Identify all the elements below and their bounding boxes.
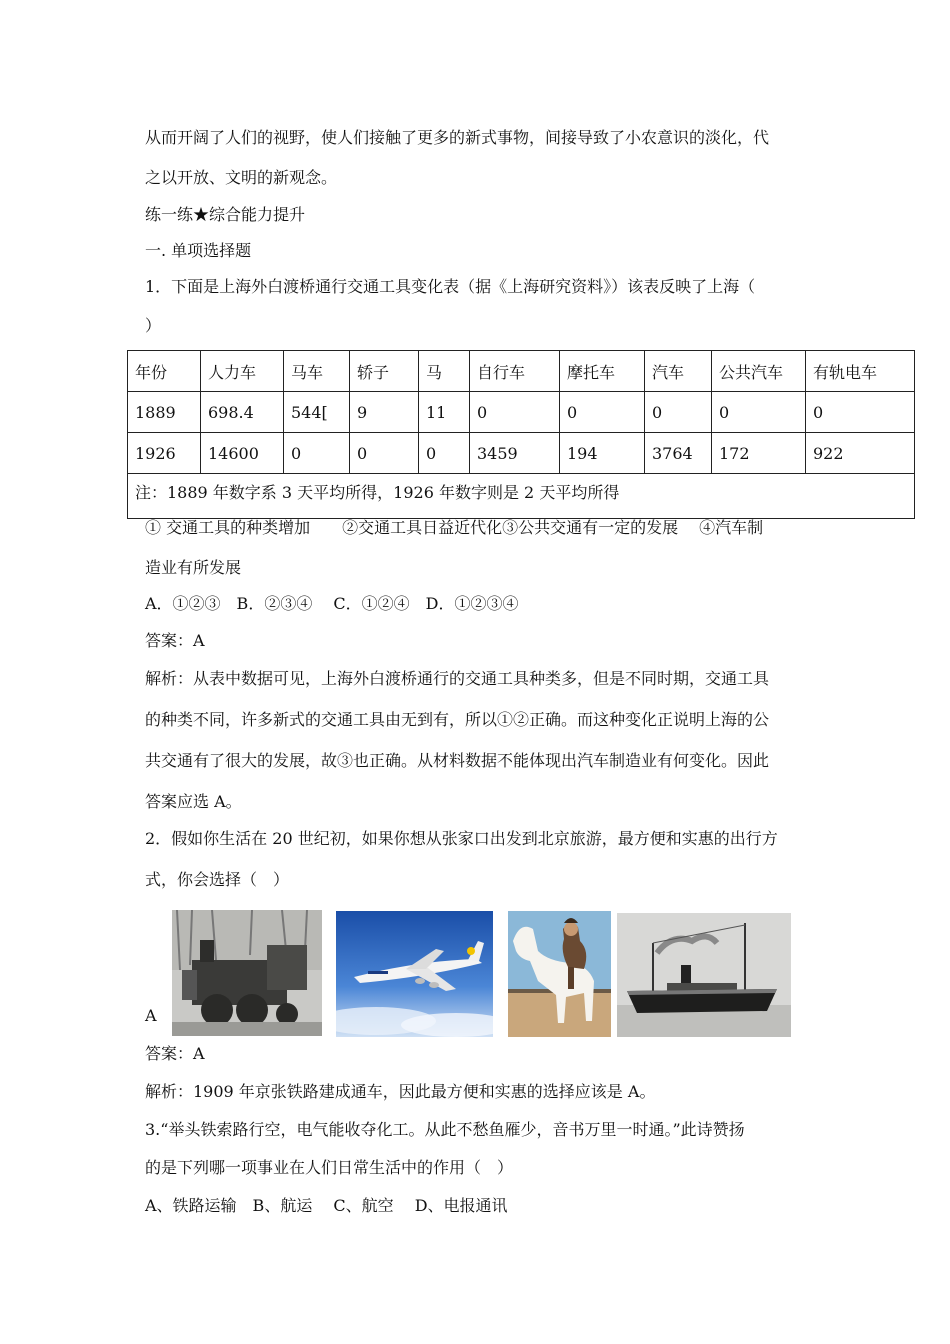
q2-answer: 答案：A (145, 1044, 205, 1063)
q2-analysis: 解析：1909 年京张铁路建成通车，因此最方便和实惠的选择应该是 A。 (145, 1082, 656, 1101)
table-cell: 0 (419, 433, 470, 474)
locomotive-image (172, 910, 322, 1036)
q1-choices: A．①②③ B．②③④ C．①②④ D．①②③④ (145, 594, 519, 613)
table-cell: 544[ (284, 392, 350, 433)
table-cell: 0 (560, 392, 645, 433)
header-cell: 公共汽车 (712, 351, 806, 392)
q2-option-label: A (145, 1006, 157, 1025)
table-cell: 0 (806, 392, 915, 433)
airplane-image (336, 911, 493, 1037)
q3-choices: A、铁路运输 B、航运 C、航空 D、电报通讯 (145, 1196, 508, 1215)
header-cell: 人力车 (201, 351, 284, 392)
q1-options-line-1: ① 交通工具的种类增加 ②交通工具日益近代化③公共交通有一定的发展 ④汽车制 (145, 518, 764, 537)
q2-stem-line-2: 式，你会选择（ ） (145, 870, 290, 889)
table-cell: 1889 (128, 392, 201, 433)
table-cell: 0 (470, 392, 560, 433)
q1-stem-line-1: 1．下面是上海外白渡桥通行交通工具变化表（据《上海研究资料》）该表反映了上海（ (145, 277, 756, 296)
section-title: 练一练★综合能力提升 (145, 205, 306, 224)
table-header-row (128, 351, 915, 392)
intro-line-2: 之以开放、文明的新观念。 (145, 168, 338, 187)
q1-answer: 答案：A (145, 631, 205, 650)
q1-analysis-line-4: 答案应选 A。 (145, 792, 242, 811)
table-cell: 0 (284, 433, 350, 474)
q1-stem-line-2: ） (145, 316, 162, 335)
table-cell: 0 (350, 433, 419, 474)
header-cell: 马 (419, 351, 470, 392)
table-cell: 3764 (645, 433, 712, 474)
header-cell: 马车 (284, 351, 350, 392)
q1-options-line-2: 造业有所发展 (145, 558, 242, 577)
header-cell: 摩托车 (560, 351, 645, 392)
table-cell: 0 (645, 392, 712, 433)
header-cell: 年份 (128, 351, 201, 392)
q1-analysis-line-2: 的种类不同，许多新式的交通工具由无到有，所以①②正确。而这种变化正说明上海的公 (145, 710, 770, 729)
table-cell: 172 (712, 433, 806, 474)
traffic-table (127, 350, 915, 519)
intro-line-1: 从而开阔了人们的视野，使人们接触了更多的新式事物，间接导致了小农意识的淡化，代 (145, 128, 770, 147)
table-cell: 1926 (128, 433, 201, 474)
q3-stem-line-2: 的是下列哪一项事业在人们日常生活中的作用（ ） (145, 1158, 514, 1177)
table-cell: 0 (712, 392, 806, 433)
table-note: 注：1889 年数字系 3 天平均所得，1926 年数字则是 2 天平均所得 (128, 474, 915, 519)
table-cell: 11 (419, 392, 470, 433)
q3-stem-line-1: 3.“举头铁索路行空，电气能收夺化工。从此不愁鱼雁少，音书万里一时通。”此诗赞扬 (145, 1120, 745, 1139)
table-cell: 698.4 (201, 392, 284, 433)
table-cell: 3459 (470, 433, 560, 474)
horse-rider-image (508, 911, 611, 1037)
table-cell: 194 (560, 433, 645, 474)
table-row (128, 433, 915, 474)
header-cell: 自行车 (470, 351, 560, 392)
table-note-row (128, 474, 915, 519)
q2-stem-line-1: 2．假如你生活在 20 世纪初，如果你想从张家口出发到北京旅游，最方便和实惠的出行方 (145, 829, 778, 848)
table-row (128, 392, 915, 433)
q1-analysis-line-3: 共交通有了很大的发展，故③也正确。从材料数据不能体现出汽车制造业有何变化。因此 (145, 751, 770, 770)
part-title: 一. 单项选择题 (145, 241, 252, 260)
table-cell: 9 (350, 392, 419, 433)
header-cell: 汽车 (645, 351, 712, 392)
steamship-image (617, 913, 791, 1037)
table-cell: 922 (806, 433, 915, 474)
header-cell: 有轨电车 (806, 351, 915, 392)
header-cell: 轿子 (350, 351, 419, 392)
table-cell: 14600 (201, 433, 284, 474)
q1-analysis-line-1: 解析：从表中数据可见，上海外白渡桥通行的交通工具种类多，但是不同时期，交通工具 (145, 669, 770, 688)
